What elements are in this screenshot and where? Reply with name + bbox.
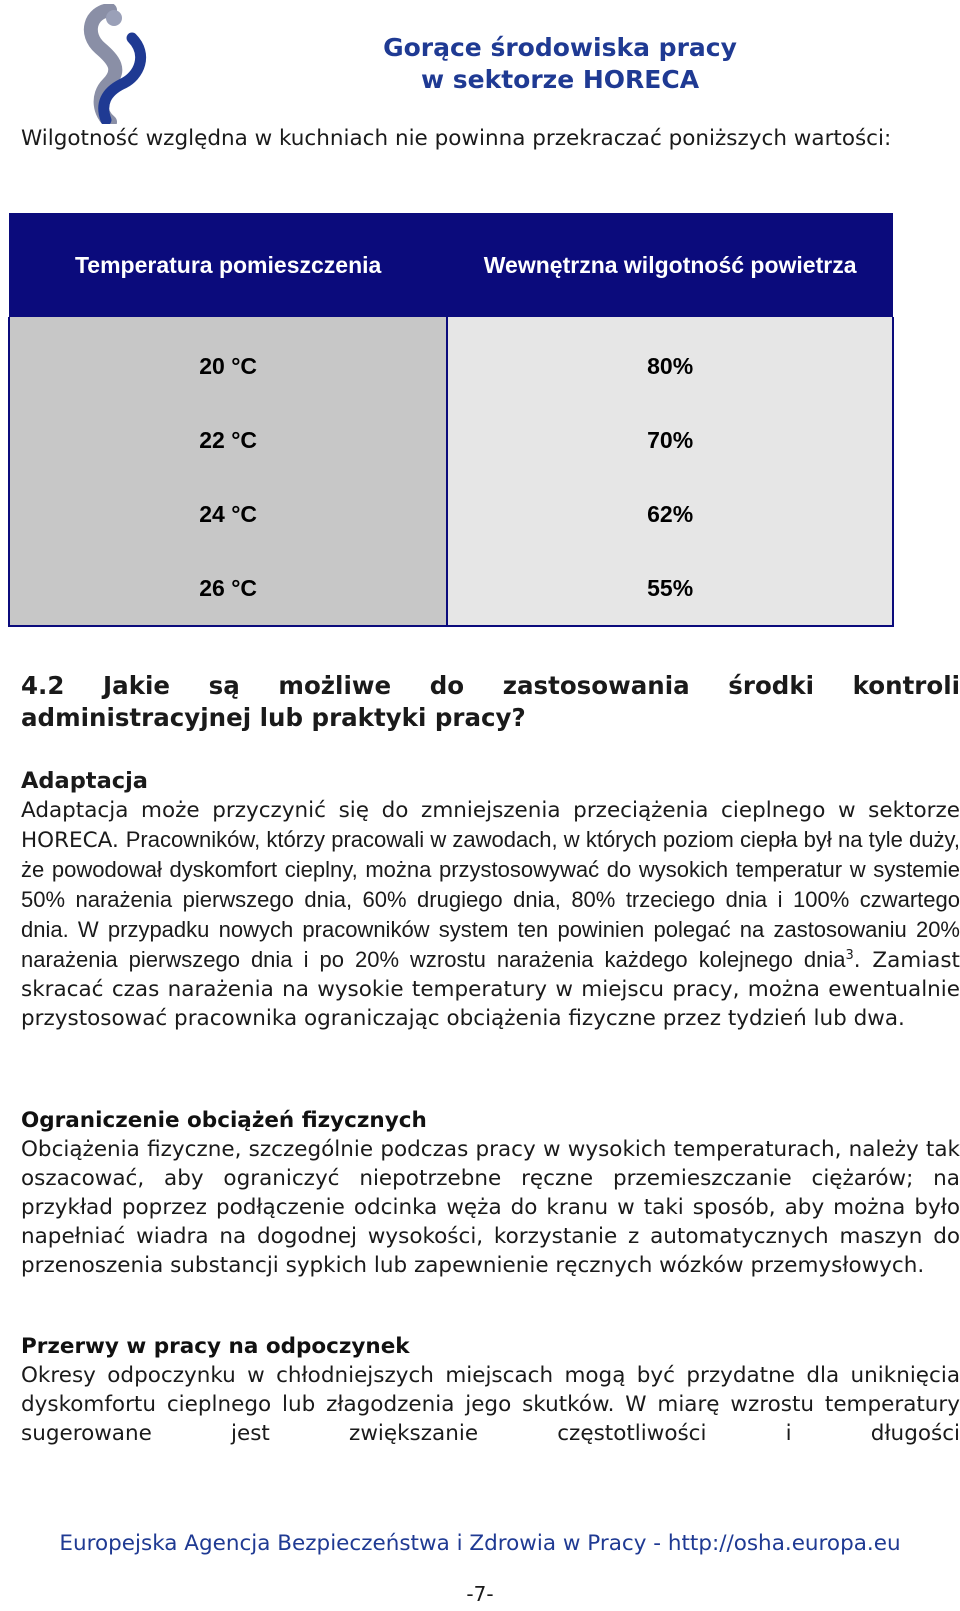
table-row xyxy=(9,403,893,477)
table-cell-humidity: 55% xyxy=(447,551,893,626)
agency-logo xyxy=(70,4,160,124)
header-title-line2: w sektorze HORECA xyxy=(420,65,700,94)
adaptation-block xyxy=(21,767,960,1033)
table-row xyxy=(9,551,893,626)
page-number: -7- xyxy=(466,1582,494,1606)
physical-heading: Ograniczenie obciążeń fizycznych xyxy=(21,1108,427,1133)
adaptation-lead: Adaptacja może przyczynić się do zmniejszenia przeciążenia cieplnego w sektorze HORECA. xyxy=(21,798,960,853)
header-title xyxy=(300,32,820,96)
table-cell-humidity: 62% xyxy=(447,477,893,551)
table-cell-temperature: 22 °C xyxy=(9,403,447,477)
footnote-marker: 3 xyxy=(845,947,854,963)
adaptation-paragraph xyxy=(21,796,960,1033)
table-row xyxy=(9,317,893,403)
adaptation-heading: Adaptacja xyxy=(21,768,148,794)
section-heading xyxy=(21,670,960,734)
table-cell-temperature: 20 °C xyxy=(9,317,447,403)
column-header-humidity-text: Wewnętrzna wilgotność powietrza xyxy=(483,251,857,278)
physical-block xyxy=(21,1106,960,1280)
footer-text: Europejska Agencja Bezpieczeństwa i Zdrowia w Pracy - http://osha.europa.eu xyxy=(59,1531,901,1556)
adaptation-body: Pracowników, którzy pracowali w zawodach, w których poziom ciepła był na tyle duży, że powodował dyskomfort cieplny, można przystosowywać do wysokich temperatur w systemie 50% narażenia pierwszego dnia, 60% drugiego dnia, 80% trzeciego dnia i 100% czwartego dnia. W przypadku nowych pracowników system ten powinien polegać na zastosowaniu 20% narażenia pierwszego dnia i po 20% wzrostu narażenia każdego kolejnego dnia xyxy=(21,827,960,972)
header-title-line1: Gorące środowiska pracy xyxy=(383,33,737,62)
table-cell-temperature: 26 °C xyxy=(9,551,447,626)
humidity-table xyxy=(8,213,894,627)
table-row xyxy=(9,477,893,551)
table-cell-temperature: 24 °C xyxy=(9,477,447,551)
adaptation-body-end: . Zamiast skracać czas narażenia na wysokie temperatury w miejscu pracy, można ewentualnie przystosować pracownika ograniczając obciążenia fizyczne przez tydzień lub dwa. xyxy=(21,948,960,1031)
section-heading-line2: administracyjnej lub praktyki pracy? xyxy=(21,703,526,732)
column-header-humidity xyxy=(447,213,893,317)
breaks-heading: Przerwy w pracy na odpoczynek xyxy=(21,1334,410,1359)
physical-paragraph: Obciążenia fizyczne, szczególnie podczas pracy w wysokich temperaturach, należy tak oszacować, aby ograniczyć niepotrzebne ręczne przemieszczanie ciężarów; na przykład poprzez podłączenie odcinka węża do kranu w taki sposób, aby można było napełniać wiadra na dogodnej wysokości, korzystanie z automatycznych maszyn do przenoszenia substancji sypkich lub zapewnienie ręcznych wózków przemysłowych. xyxy=(21,1137,960,1278)
breaks-paragraph: Okresy odpoczynku w chłodniejszych miejscach mogą być przydatne dla uniknięcia dyskomfortu cieplnego lub złagodzenia jego skutków. W miarę wzrostu temperatury sugerowane jest zwiększanie częstotliwości i długości xyxy=(21,1363,960,1446)
table-cell-humidity: 70% xyxy=(447,403,893,477)
table-header-row xyxy=(9,213,893,317)
intro-paragraph: Wilgotność względna w kuchniach nie powinna przekraczać poniższych wartości: xyxy=(21,126,892,151)
table-cell-humidity: 80% xyxy=(447,317,893,403)
section-heading-line1: 4.2 Jakie są możliwe do zastosowania środki kontroli xyxy=(21,671,960,700)
column-header-temperature: Temperatura pomieszczenia xyxy=(9,213,447,317)
breaks-block xyxy=(21,1332,960,1448)
